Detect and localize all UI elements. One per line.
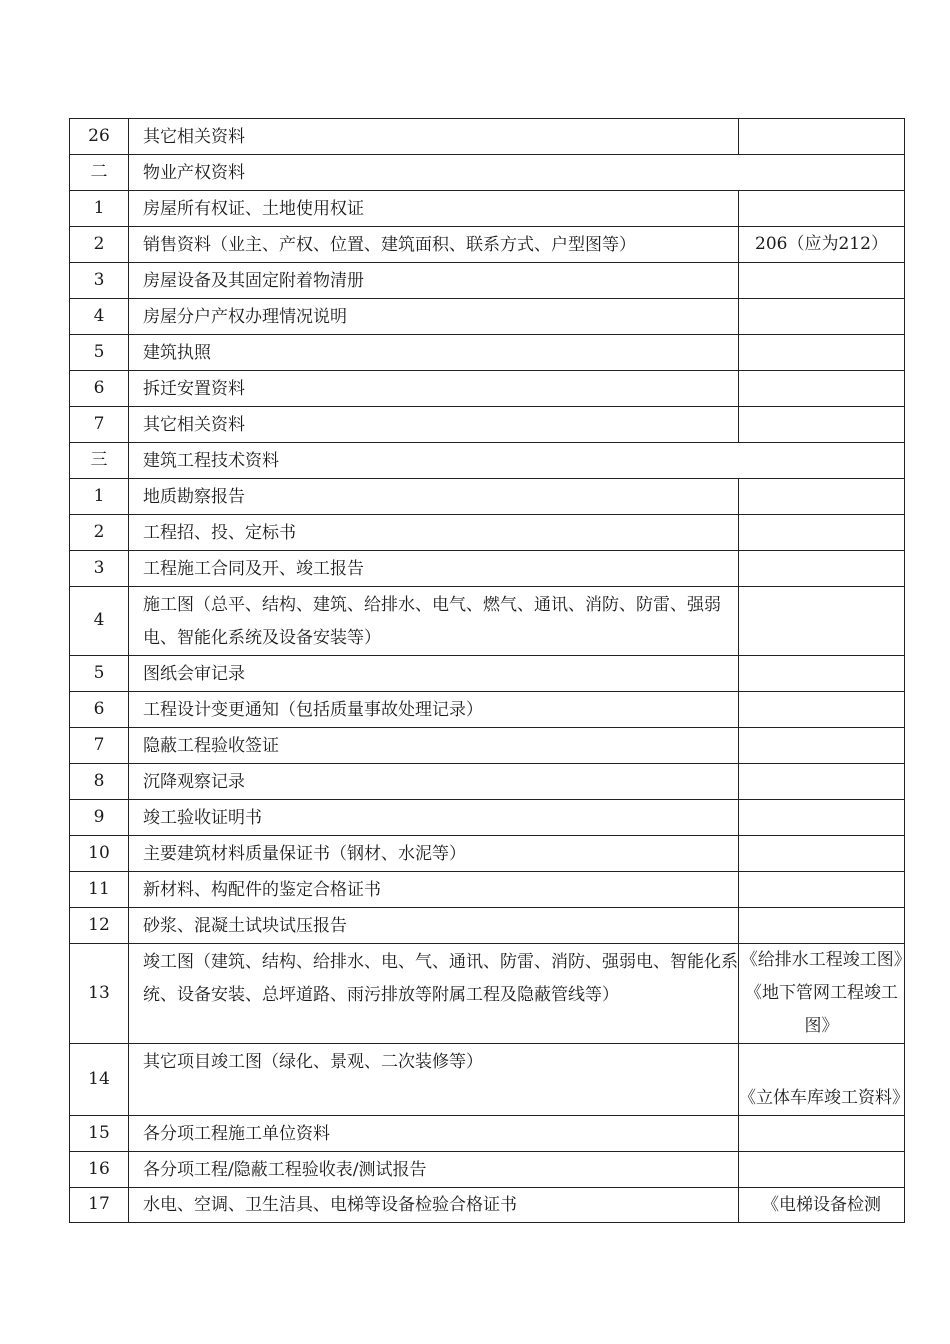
table-row (70, 299, 905, 335)
item-note (739, 299, 905, 335)
item-note (739, 1116, 905, 1152)
section-number: 三 (70, 443, 129, 479)
table-row (70, 1116, 905, 1152)
item-description: 水电、空调、卫生洁具、电梯等设备检验合格证书 (129, 1188, 739, 1223)
item-number: 15 (70, 1116, 129, 1152)
table-body (70, 119, 909, 1223)
item-description: 建筑执照 (129, 335, 739, 371)
item-number: 9 (70, 800, 129, 836)
item-note (739, 800, 905, 836)
item-number: 14 (70, 1044, 129, 1116)
item-number: 3 (70, 263, 129, 299)
item-number: 6 (70, 692, 129, 728)
item-description: 隐蔽工程验收签证 (129, 728, 739, 764)
table-row (70, 587, 905, 656)
table-row (70, 551, 905, 587)
item-description: 各分项工程施工单位资料 (129, 1116, 739, 1152)
table-row (70, 515, 905, 551)
item-description: 工程设计变更通知（包括质量事故处理记录） (129, 692, 739, 728)
table-row (70, 1152, 905, 1188)
item-description: 其它相关资料 (129, 407, 739, 443)
item-description: 竣工图（建筑、结构、给排水、电、气、通讯、防雷、消防、强弱电、智能化系统、设备安装、总坪道路、雨污排放等附属工程及隐蔽管线等） (129, 944, 739, 1044)
item-number: 13 (70, 944, 129, 1044)
property-document-checklist-table (69, 118, 909, 1223)
item-note (739, 479, 905, 515)
item-note (739, 191, 905, 227)
item-number: 2 (70, 515, 129, 551)
table-row (70, 119, 905, 155)
item-note (739, 371, 905, 407)
item-number: 2 (70, 227, 129, 263)
item-note (739, 119, 905, 155)
item-number: 3 (70, 551, 129, 587)
item-number: 6 (70, 371, 129, 407)
item-number: 17 (70, 1188, 129, 1223)
table-row (70, 908, 905, 944)
item-description: 图纸会审记录 (129, 656, 739, 692)
item-number: 7 (70, 728, 129, 764)
item-number: 26 (70, 119, 129, 155)
item-note: 《立体车库竣工资料》 (739, 1044, 905, 1116)
item-number: 5 (70, 335, 129, 371)
section-title: 建筑工程技术资料 (129, 443, 905, 479)
item-description: 房屋所有权证、土地使用权证 (129, 191, 739, 227)
table-row (70, 1188, 905, 1223)
table-row (70, 191, 905, 227)
table-row (70, 479, 905, 515)
item-description: 主要建筑材料质量保证书（钢材、水泥等） (129, 836, 739, 872)
table-row (70, 407, 905, 443)
item-description: 新材料、构配件的鉴定合格证书 (129, 872, 739, 908)
section-number: 二 (70, 155, 129, 191)
section-header-row (70, 155, 905, 191)
item-note: 206（应为212） (739, 227, 905, 263)
section-title: 物业产权资料 (129, 155, 905, 191)
table-row (70, 1044, 905, 1116)
item-note (739, 335, 905, 371)
item-number: 12 (70, 908, 129, 944)
item-note (739, 764, 905, 800)
item-note (739, 908, 905, 944)
item-number: 8 (70, 764, 129, 800)
item-number: 16 (70, 1152, 129, 1188)
item-number: 11 (70, 872, 129, 908)
item-note (739, 551, 905, 587)
item-number: 5 (70, 656, 129, 692)
item-note (739, 656, 905, 692)
item-note (739, 587, 905, 656)
table-row (70, 263, 905, 299)
table-row (70, 764, 905, 800)
table-row (70, 227, 905, 263)
table-row (70, 692, 905, 728)
item-number: 1 (70, 191, 129, 227)
item-description: 工程施工合同及开、竣工报告 (129, 551, 739, 587)
table-row (70, 371, 905, 407)
item-description: 其它相关资料 (129, 119, 739, 155)
item-description: 砂浆、混凝土试块试压报告 (129, 908, 739, 944)
item-description: 销售资料（业主、产权、位置、建筑面积、联系方式、户型图等） (129, 227, 739, 263)
item-note (739, 872, 905, 908)
item-number: 4 (70, 299, 129, 335)
table-row (70, 872, 905, 908)
item-note: 《给排水工程竣工图》《地下管网工程竣工图》 (739, 944, 905, 1044)
table-row (70, 728, 905, 764)
item-note (739, 692, 905, 728)
item-description: 竣工验收证明书 (129, 800, 739, 836)
section-header-row (70, 443, 905, 479)
item-number: 7 (70, 407, 129, 443)
item-note: 《电梯设备检测 (739, 1188, 905, 1223)
item-note (739, 1152, 905, 1188)
item-description: 房屋设备及其固定附着物清册 (129, 263, 739, 299)
item-number: 1 (70, 479, 129, 515)
item-description: 拆迁安置资料 (129, 371, 739, 407)
item-number: 4 (70, 587, 129, 656)
item-note (739, 728, 905, 764)
table-row (70, 944, 905, 1044)
item-note (739, 263, 905, 299)
table-row (70, 836, 905, 872)
table-row (70, 800, 905, 836)
item-description: 各分项工程/隐蔽工程验收表/测试报告 (129, 1152, 739, 1188)
item-description: 房屋分户产权办理情况说明 (129, 299, 739, 335)
table-row (70, 656, 905, 692)
item-note (739, 515, 905, 551)
item-number: 10 (70, 836, 129, 872)
item-note (739, 836, 905, 872)
item-note (739, 407, 905, 443)
item-description: 工程招、投、定标书 (129, 515, 739, 551)
item-description: 施工图（总平、结构、建筑、给排水、电气、燃气、通讯、消防、防雷、强弱电、智能化系统及设备安装等） (129, 587, 739, 656)
document-page (69, 118, 909, 1223)
table-row (70, 335, 905, 371)
item-description: 地质勘察报告 (129, 479, 739, 515)
item-description: 其它项目竣工图（绿化、景观、二次装修等） (129, 1044, 739, 1116)
item-description: 沉降观察记录 (129, 764, 739, 800)
